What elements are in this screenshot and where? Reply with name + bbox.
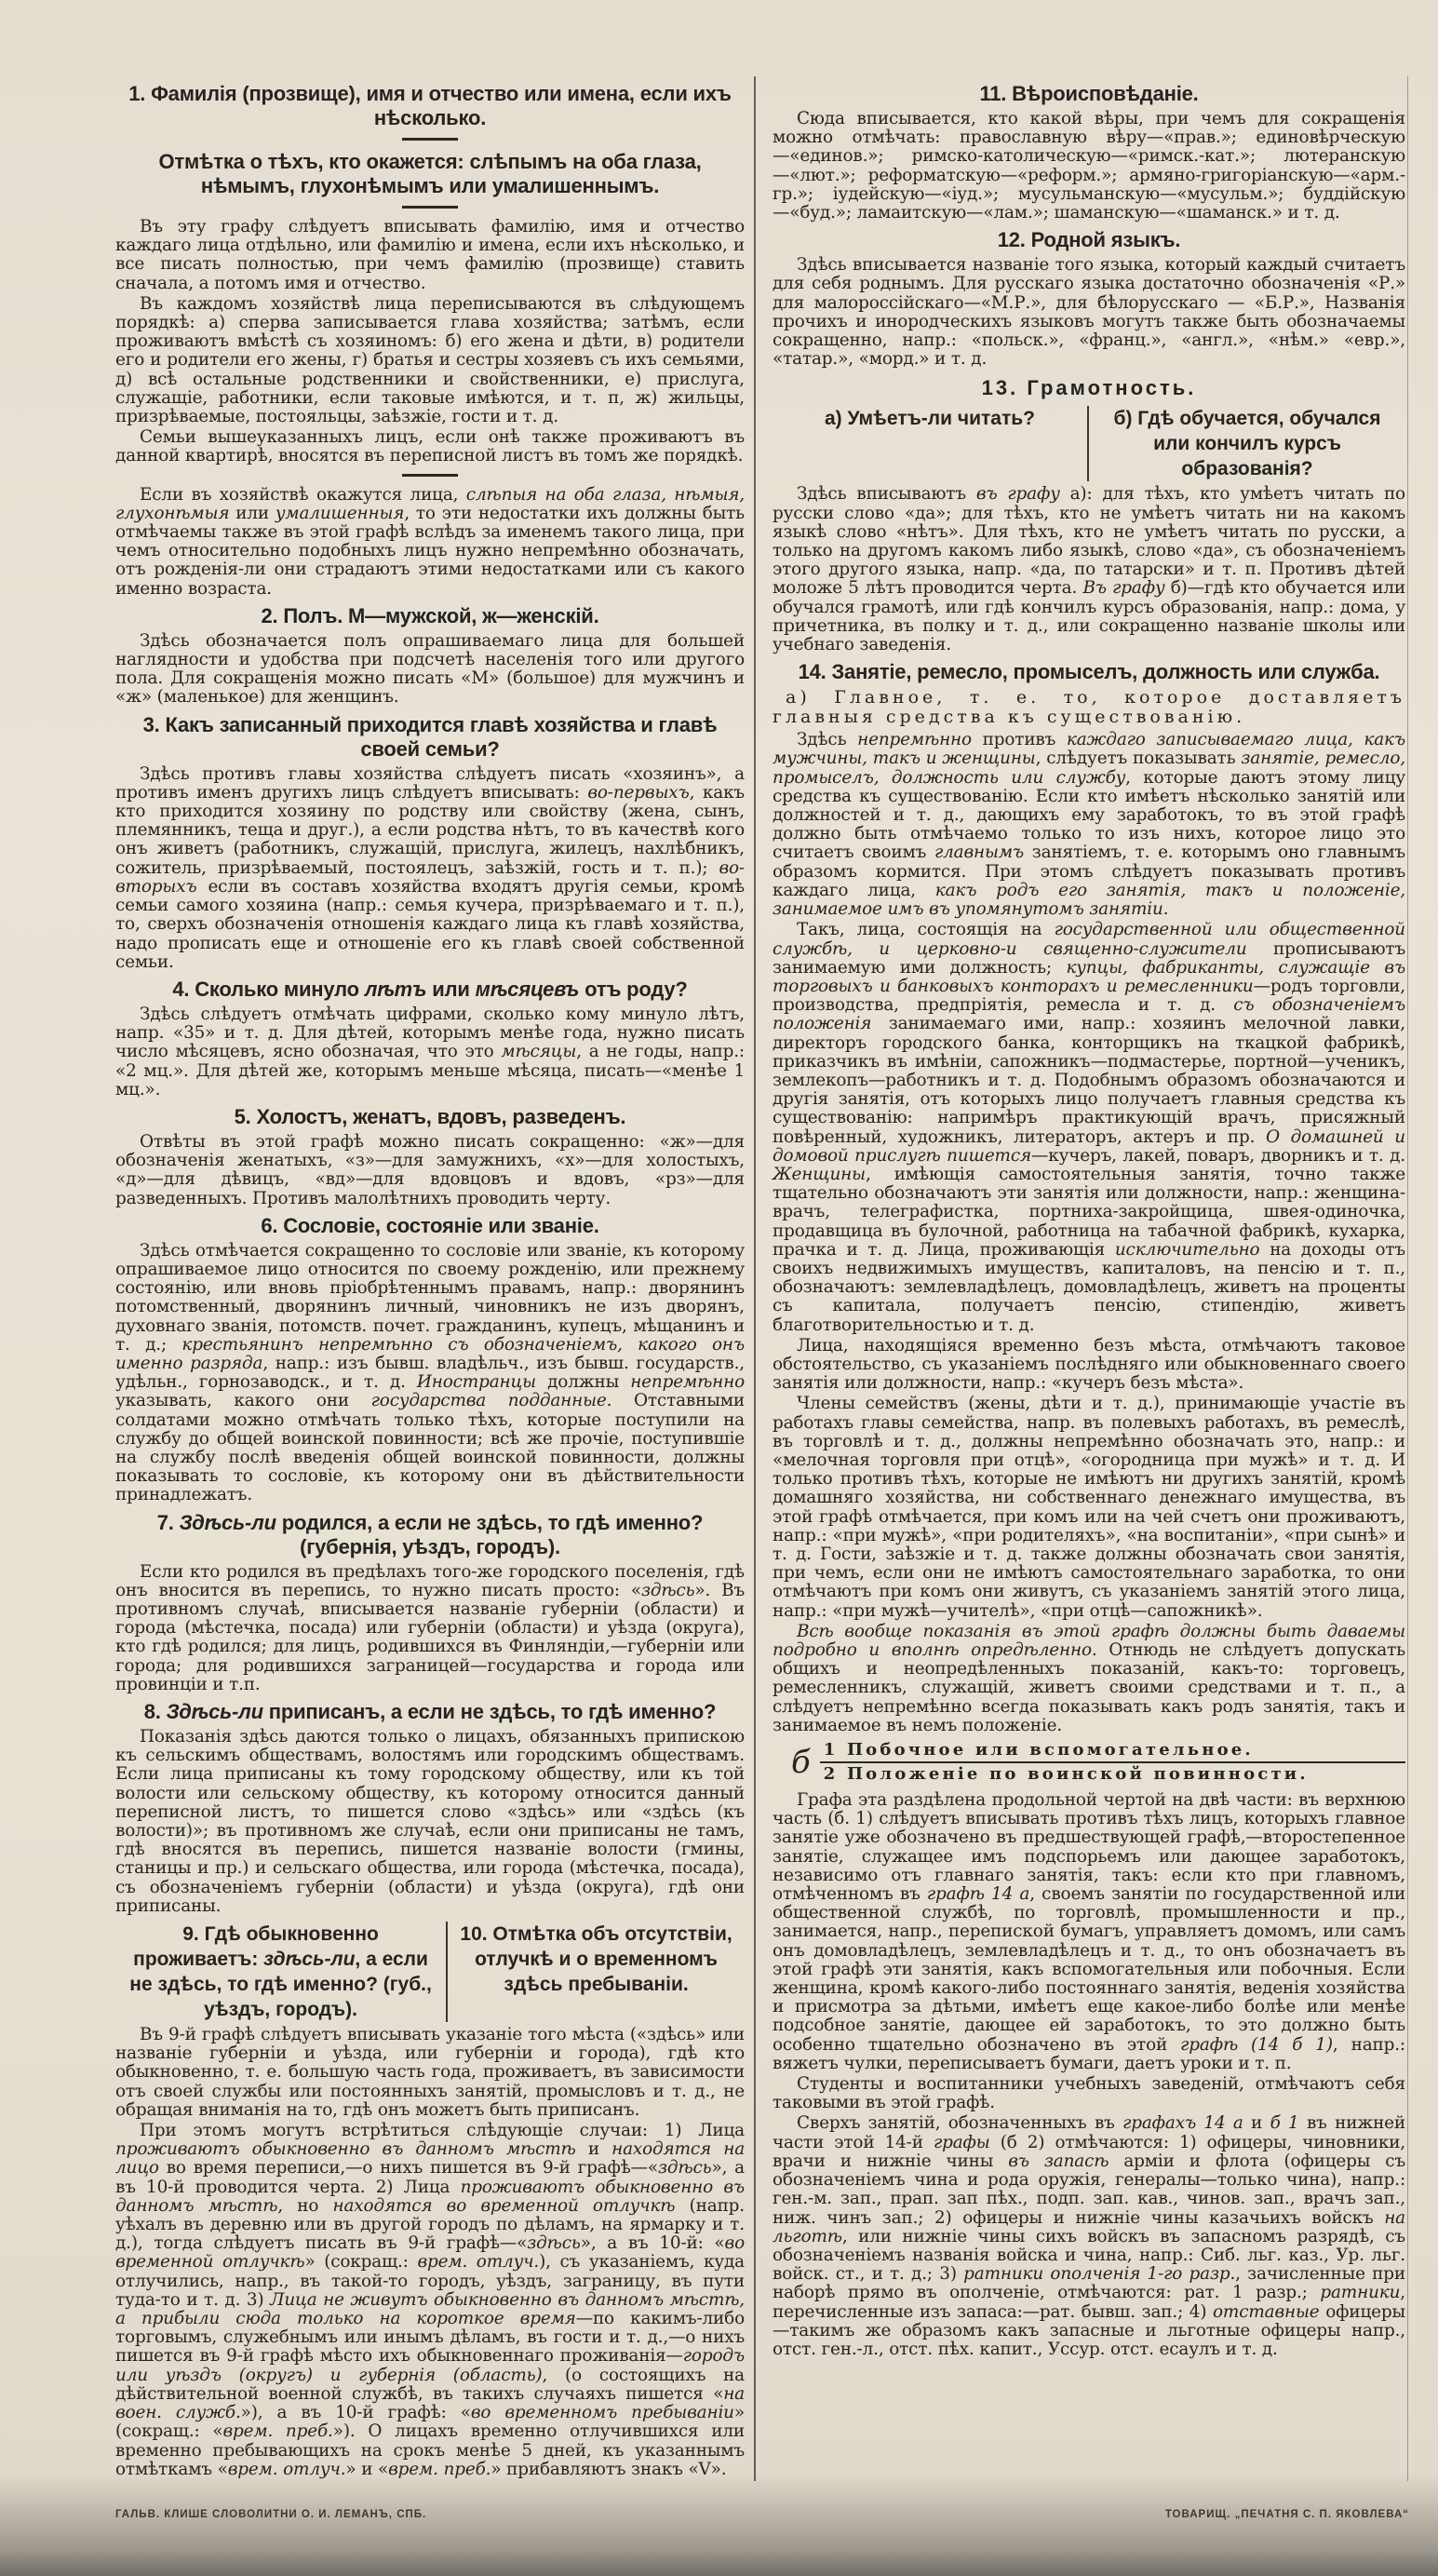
subsection-line-1: 1 Побочное или вспомогательное. — [820, 1739, 1405, 1763]
paragraph — [115, 1728, 745, 1916]
split-heading-left — [773, 406, 1089, 481]
text-run: а) Умѣетъ-ли читать? — [825, 408, 1035, 430]
text-run: родился, а если не здѣсь, то гдѣ именно? (губернія, уѣздъ, городъ). — [276, 1510, 704, 1558]
text-run: 1. Фамилія (прозвище), имя и отчество или имена, если ихъ нѣсколько. — [128, 82, 732, 129]
text-run: Отвѣты въ этой графѣ можно писать сокращенно: «ж»—для обозначенія женатыхъ, «з»—для замужнихъ, «х»—для холостыхъ, «д»—для дѣвицъ, «вд»—для вдовцовъ и вдовъ, «рз»—для разведенныхъ. Противъ малолѣтнихъ проводить черту. — [115, 1131, 745, 1208]
text-run: должны — [536, 1372, 631, 1393]
paragraph — [773, 2114, 1405, 2359]
text-run: , напр.: вяжетъ чулки, переписываетъ бумаги, даетъ уроки и т. п. — [773, 2034, 1405, 2073]
text-run: 8. — [143, 1700, 167, 1723]
italic-text-run: О домашней и домовой прислугѣ пишется — [773, 1126, 1405, 1166]
text-run: », а въ 10-й проводится черта. 2) Лица — [115, 2158, 745, 2197]
text-run: въ нижней части этой 14-й — [773, 2113, 1406, 2152]
section-heading — [773, 82, 1405, 106]
text-run: Показанія здѣсь даются только о лицахъ, обязанныхъ припискою къ сельскимъ обществамъ, волостямъ или городскимъ обществамъ. Если лица приписаны къ тому городскому обществу, или къ той волости или сельскому обществу, къ которому относится данный переписной листъ, то пишется слово «здѣсь» или «здѣсь (къ волости)»; въ противномъ же случаѣ, если они приписаны не тамъ, гдѣ вносятся въ перепись, пишется названіе волости (гмины, станицы и пр.) и сельскаго общества, или города (мѣстечка, посада), съ обозначеніемъ губерніи (области) и уѣзда (округа), гдѣ они приписаны. — [115, 1727, 745, 1916]
section-heading — [773, 228, 1405, 252]
italic-text-run: проживаютъ обыкновенно въ данномъ мѣстѣ — [115, 2177, 745, 2216]
paragraph — [773, 110, 1405, 223]
text-run: 2. Полъ. М—мужской, ж—женскій. — [261, 603, 599, 627]
text-run: , а если не здѣсь, то гдѣ именно? (губ., уѣздъ, городъ). — [129, 1949, 432, 2021]
short-rule — [402, 474, 458, 477]
italic-text-run: исключительно — [1114, 1239, 1260, 1260]
text-run: прописываютъ занимаемую ими должность; — [773, 938, 1406, 978]
italic-text-run: во временной отлучкѣ — [115, 2233, 746, 2273]
italic-text-run: непремѣнно — [857, 730, 972, 750]
italic-text-run: занятіе, ремесло, промыселъ, должность или службу — [773, 749, 1405, 788]
italic-text-run: мѣсяцы — [501, 1042, 577, 1062]
italic-text-run: врем. отлуч. — [227, 2459, 346, 2479]
italic-text-run: Здѣсь-ли — [179, 1510, 276, 1534]
italic-text-run: въ запасѣ — [1008, 2151, 1109, 2171]
text-run: противъ — [971, 730, 1067, 750]
text-run: 14. Занятіе, ремесло, промыселъ, должность или служба. — [798, 660, 1380, 684]
italic-text-run: графы — [933, 2132, 990, 2152]
text-run: —кучеръ, лакей, поваръ, дворникъ и т. д. — [1031, 1145, 1405, 1166]
paragraph — [773, 2075, 1405, 2112]
italic-text-run: слѣпыя на оба глаза, нѣмыя, глухонѣмыя — [115, 484, 745, 523]
text-run: , то эти недостатки ихъ должны быть отмѣчаемы также въ этой графѣ вслѣдъ за именемъ такого лица, при чемъ относительно подобныхъ лицъ нужно непремѣнно обозначать, отъ рожденія-ли они страдаютъ этими недостатками или съ какого именно возраста. — [115, 503, 746, 599]
italic-text-run: умалишенныя — [275, 503, 405, 523]
text-run: , а не годы, напр.: «2 мц.». Для дѣтей же, которымъ меньше мѣсяца, писать—«менѣе 1 мц.». — [115, 1042, 745, 1099]
italic-text-run: главнымъ — [934, 843, 1025, 863]
italic-text-run: проживаютъ обыкновенно въ данномъ мѣстѣ — [115, 2139, 576, 2160]
text-run: (напр. уѣхалъ въ деревню или въ другой городъ по дѣламъ, на ярмарку и т. д.), тогда слѣдуетъ писать въ 9-й графѣ—« — [115, 2195, 745, 2254]
text-run: 3. Какъ записанный приходится главѣ хозяйства и главѣ своей семьи? — [142, 712, 718, 761]
paragraph — [115, 486, 745, 599]
text-run: Здѣсь отмѣчается сокращенно то сословіе или званіе, къ которому опрашиваемое лицо относится по своему рожденію, или прежнему состоянію, или вновь пріобрѣтеннымъ правамъ, напр.: дворянинъ потомственный, дворянинъ личный, чиновникъ не изъ дворянъ, духовнаго званія, потомств. почет. гражданинъ, купецъ, мѣщанинъ и т. д.; — [115, 1240, 745, 1355]
text-run: 6. Сословіе, состояніе или званіе. — [261, 1213, 599, 1237]
text-run: если въ составъ хозяйства входятъ другія семьи, кромѣ семьи самого хозяина (напр.: семья кучера, призрѣваемаго и т. п.), то, сверхъ обозначенія отношенія каждаго лица къ главѣ хозяйства, надо прописать еще и отношеніе его къ главѣ своей собственной семьи. — [115, 876, 745, 972]
page-border-line — [1407, 76, 1408, 2481]
text-run: , перечисленные изъ запаса:—рат. бывш. зап.; 4) — [773, 2283, 1405, 2322]
paragraph — [115, 428, 745, 465]
italic-text-run: крестьянинъ непремѣнно съ обозначеніемъ, какого онъ именно разряда — [115, 1334, 745, 1373]
italic-text-run: лѣтъ — [364, 977, 427, 1001]
paragraph — [115, 1563, 745, 1694]
italic-text-run: ратники — [1320, 2283, 1401, 2303]
text-run: . Отнюдь не слѣдуетъ допускать общихъ и неопредѣленныхъ показаній, какъ-то: торговецъ, ремесленникъ, служащій, живетъ своими средствами и т. п., а слѣдуетъ непремѣнно всегда показывать какъ родъ занятія, такъ и занимаемое въ немъ положеніе. — [773, 1640, 1405, 1735]
text-run: , какъ кто приходится хозяину по родству или свойству (жена, сынъ, племянникъ, теща и друг.), а если родства нѣтъ, то въ качествѣ кого онъ живетъ (работникъ, служащій, прислуга, жилецъ, нахлѣбникъ, сожитель, призрѣваемый, постоялецъ, заѣзжій, гость и т. п.); — [115, 782, 745, 878]
italic-text-run: мѣсяцевъ — [475, 977, 580, 1001]
text-run: и — [575, 2139, 612, 2160]
italic-text-run: Лица не живутъ обыкновенно въ данномъ мѣстѣ, а прибыли сюда только на короткое время — [115, 2289, 746, 2329]
text-run: —родъ торговли, производства, предпріятія, ремесла и т. д. — [773, 976, 1405, 1016]
text-run: Въ 9-й графѣ слѣдуетъ вписывать указаніе того мѣста («здѣсь» или названіе губерніи и уѣзда, или губерніи и города), гдѣ кто обыкновенно, т. е. большую часть года, проживаетъ, въ зависимости отъ своей службы или постоянныхъ занятій, промысловъ и т. д., не обращая вниманія на то, гдѣ онъ можетъ быть приписанъ. — [115, 2025, 745, 2120]
section-heading — [115, 604, 745, 628]
section-heading — [115, 1511, 745, 1559]
text-run: занятіемъ, т. е. которымъ оно главнымъ образомъ кормится. При этомъ слѣдуетъ показывать противъ каждаго лица, — [773, 843, 1405, 900]
split-heading — [115, 1922, 745, 2022]
text-run: Лица, находящіяся временно безъ мѣста, отмѣчаютъ таковое обстоятельство, съ указаніемъ послѣдняго или обыкновеннаго своего занятія или должности, напр.: «кучеръ безъ мѣста». — [773, 1335, 1405, 1394]
text-run: При этомъ могутъ встрѣтиться слѣдующіе случаи: 1) Лица — [140, 2121, 745, 2141]
text-run: Члены семействъ (жены, дѣти и т. д.), принимающіе участіе въ работахъ главы семейства, напр. въ полевыхъ работахъ, въ ремеслѣ, въ торговлѣ и т. д., должны непремѣнно обозначать это, напр.: и «мелочная торговля при отцѣ», «огородница при мужѣ» и т. д. И только противъ тѣхъ, которые не имѣютъ ни другихъ занятій, кромѣ домашняго хозяйства, ни собственнаго денежнаго имущества, въ этой графѣ отмѣчается, при комъ или на чей счетъ они проживаютъ, напр.: «при мужѣ», «при родителяхъ», «на воспитаніи», «при сынѣ» и т. д. Гости, заѣзжіе и т. д. также должны обозначать свои занятія, при чемъ, если они не имѣютъ самостоятельнаго заработка, то они отмѣчаютъ при комъ они живутъ, съ указаніемъ занятій этого лица, напр.: «при мужѣ—учителѣ», «при отцѣ—сапожникѣ». — [773, 1394, 1405, 1621]
text-run: Здѣсь слѣдуетъ отмѣчать цифрами, сколько кому минуло лѣтъ, напр. «35» и т. д. Для дѣтей, которымъ менѣе года, нужно писать число мѣсяцевъ, ясно обозначая, что это — [115, 1004, 745, 1062]
footer-row — [115, 2509, 1409, 2520]
text-run: , имѣющія самостоятельныя занятія, точно также тщательно обозначаютъ эти занятія или должности, напр.: женщина-врачъ, телеграфистка, портниха-закройщица, швея-одиночка, продавщица въ булочной, работница на табачной фабрикѣ, кухарка, прачка и т. д. Лица, проживающія — [773, 1164, 1405, 1260]
text-run: и — [1243, 2113, 1270, 2134]
text-run: 4. Сколько минуло — [172, 977, 365, 1001]
text-run: , или нижніе чины сихъ войскъ въ запасномъ разрядѣ, съ обозначеніемъ названія войска и чина, напр.: Сиб. льг. каз., Ур. льг. войск. ст., и т. д.; 3) — [773, 2226, 1405, 2285]
split-heading-right — [1089, 406, 1405, 481]
text-run: во время переписи,—о нихъ пишется въ 9-й графѣ—« — [158, 2158, 659, 2178]
text-run: » прибавляютъ знакъ «V». — [491, 2459, 727, 2479]
italic-text-run: б 1 — [1270, 2113, 1299, 2134]
text-run: на доходы отъ своихъ недвижимыхъ имуществъ, капиталовъ, на пенсію и т. п., обозначаютъ: землевладѣлецъ, домовладѣлецъ, живетъ на проценты съ капитала, получаетъ пенсію, стипендію, живетъ благотворительностью и т. д. — [773, 1239, 1405, 1335]
italic-text-run: Здѣсь-ли — [166, 1700, 263, 1723]
text-run: Такъ, лица, состоящія на — [797, 920, 1055, 940]
short-rule — [402, 138, 458, 141]
text-run: » (сокращ.: — [304, 2252, 418, 2273]
section-heading — [115, 1214, 745, 1238]
printer-imprint-right: ТОВАРИЩ. „ПЕЧАТНЯ С. П. ЯКОВЛЕВА“ — [1164, 2508, 1409, 2520]
section-heading — [773, 660, 1405, 684]
subsection-letter: б — [791, 1744, 811, 1782]
text-run: а) Главное, т. е. то, которое доставляетъ главныя средства къ существованію. — [773, 687, 1405, 728]
text-run: , слѣдуетъ показывать — [1035, 749, 1242, 769]
paragraph — [115, 1242, 745, 1505]
text-run: или — [426, 977, 476, 1001]
italic-text-run: въ графу — [975, 484, 1060, 505]
text-run: Здѣсь вписываютъ — [797, 484, 976, 505]
paragraph — [115, 218, 745, 293]
text-run: , своемъ занятіи по государственной или общественной службѣ, по торговлѣ, промышленности и пр., занимается, напр., перепиской бумагъ, управляетъ домомъ, или самъ онъ домовладѣлецъ, землевладѣлецъ и т. д., то онъ обозначаетъ въ этой графѣ эти занятія, какъ вспомогательныя или побочныя. Если женщина, кромѣ какого-либо постояннаго занятія, веденія хозяйства и присмотра за дѣтьми, имѣетъ еще какое-либо болѣе или менѣе подсобное занятіе, дающее ей заработокъ, то это должно быть особенно тщательно обозначено въ этой — [773, 1884, 1405, 2055]
text-run: Если кто родился въ предѣлахъ того-же городского поселенія, гдѣ онъ вносится въ перепись, то нужно писать просто: « — [115, 1561, 745, 1600]
left-column — [115, 76, 745, 2481]
text-run: Здѣсь вписывается названіе того языка, который каждый считаетъ для себя роднымъ. Для русскаго языка достаточно обозначенія «Р.» для малороссійскаго—«М.Р.», для бѣлорусскаго — «Б.Р.», Названія прочихъ и инородческихъ языковъ могутъ также быть обозначаемы сокращенно, напр.: «польск.», «франц.», «англ.», «нѣм.» «евр.», «татар.», «морд.» и т. д. — [773, 255, 1405, 370]
text-run: 10. Отмѣтка объ отсутствіи, отлучкѣ и о временномъ здѣсь пребываніи. — [460, 1923, 732, 1996]
split-heading — [773, 406, 1405, 481]
italic-text-run: государства подданные — [370, 1391, 607, 1411]
text-run: б) Гдѣ обучается, обучался или кончилъ курсъ образованія? — [1113, 408, 1381, 480]
text-run: , зачисленные при наборѣ прямо въ ополченіе, отмѣчаются: рат. 1 разр.; — [773, 2264, 1405, 2303]
text-run: ». Въ противномъ случаѣ, вписывается названіе губерніи (области) и города (мѣстечка, посада) или губерніи (области) и уѣзда (округа), кто гдѣ родился; для лицъ, родившихся въ Финляндіи,—губерніи или города; для родившихся заграницей—государства и города или провинціи и т.п. — [115, 1580, 745, 1694]
text-run: Въ эту графу слѣдуетъ вписывать фамилію, имя и отчество каждаго лица отдѣльно, или фамилію и имена, если ихъ нѣсколько, и все писать полностью, при чемъ фамилію (прозвище) ставить сначала, а потомъ имя и отчество. — [115, 217, 745, 293]
italic-text-run: здѣсь — [658, 2158, 712, 2178]
paragraph — [115, 2122, 745, 2479]
printer-imprint-left: ГАЛЬВ. КЛИШЕ СЛОВОЛИТНИ О. И. ЛЕМАНЪ, СПБ. — [115, 2508, 427, 2520]
text-run: офицеры—такимъ же образомъ какъ запасные и льготные офицеры напр., отст. ген.-л., отст. пѣх. капит., Уссур. отст. есаулъ и т. д. — [773, 2301, 1405, 2359]
text-run: 12. Родной языкъ. — [997, 228, 1181, 252]
text-run: 13. Грамотность. — [981, 376, 1197, 400]
italic-text-run: каждаго записываемаго лица, какъ мужчины, такъ и женщины — [773, 730, 1405, 769]
italic-text-run: ратники ополченія 1-го разр. — [963, 2264, 1236, 2285]
paragraph — [115, 765, 745, 972]
paragraph — [773, 1791, 1405, 2073]
subsection-heading — [773, 688, 1405, 727]
italic-text-run: государственной или общественной службѣ, и церковно-и священно-служители — [773, 920, 1406, 959]
italic-text-run: находятся на лицо — [115, 2139, 746, 2178]
text-run: Студенты и воспитанники учебныхъ заведеній, отмѣчаютъ себя таковыми въ этой графѣ. — [773, 2074, 1405, 2113]
italic-text-run: городъ или уѣздъ (округъ) и губернія (область) — [115, 2346, 745, 2385]
text-run: 11. Вѣроисповѣданіе. — [979, 82, 1199, 105]
text-run: или — [229, 503, 276, 523]
text-run: арміи и флота (офицеры съ обозначеніемъ чина и рода оружія, генералы—только чина), напр.: ген.-м. зап., прап. зап пѣх., подп. зап. кав., чинов. зап., врачъ зап., ниж. чинъ зап.; 2) офицеры и нижніе чины казачьихъ войскъ — [773, 2151, 1405, 2228]
section-heading — [115, 713, 745, 762]
italic-text-run: на льготѣ — [773, 2207, 1405, 2246]
text-run: б)—гдѣ кто обучается или обучался грамотѣ, или гдѣ кончилъ курсъ образованія, напр.: дома, у причетника, въ полку и т. д., или сокращенно названіе школы или учебнаго заведенія. — [773, 578, 1405, 655]
text-run: отъ роду? — [579, 977, 688, 1001]
paragraph — [773, 1337, 1405, 1394]
italic-text-run: Въ графу — [1082, 578, 1165, 599]
text-run: 7. — [156, 1510, 180, 1534]
paragraph — [773, 1395, 1405, 1620]
text-run: , напр.: изъ бывш. владѣльч., изъ бывш. государств., удѣльн., горнозаводск., и т. д. — [115, 1353, 746, 1393]
section-heading — [115, 82, 745, 130]
text-run: ), съ указаніемъ, куда отлучились, напр., въ такой-то городъ, уѣздъ, заграницу, въ пути туда-то и т. д. 3) — [115, 2252, 745, 2310]
text-run: 9. Гдѣ обыкновенно проживаетъ: — [133, 1923, 379, 1971]
subsection-lines — [820, 1739, 1405, 1786]
section-heading — [773, 376, 1405, 400]
text-run: занимаемаго ими, напр.: хозяинъ мелочной лавки, директоръ городского банка, конторщикъ на ткацкой фабрикѣ, приказчикъ въ имѣніи, сапожникъ—подмастерье, портной—ученикъ, землекопъ—работникъ и т. д. Подобнымъ образомъ обозначаются и другія занятія, отъ которыхъ лицо получаетъ главныя средства къ существованію: напримѣръ практикующій врачъ, присяжный повѣренный, художникъ, литераторъ, актеръ и пр. — [773, 1014, 1405, 1147]
paragraph — [115, 295, 745, 426]
italic-text-run: во-первыхъ — [587, 782, 690, 802]
section-heading — [115, 150, 745, 198]
italic-text-run: непремѣнно — [630, 1372, 745, 1393]
italic-text-run: купцы, фабриканты, служащіе въ торговыхъ и банковыхъ конторахъ и ремесленники — [773, 957, 1405, 996]
subsection-b-heading — [791, 1739, 1405, 1786]
italic-text-run: графѣ 14 а — [926, 1884, 1030, 1905]
italic-text-run: Всѣ вообще показанія въ этой графѣ должны быть даваемы подробно и вполнѣ опредѣленно — [773, 1621, 1405, 1661]
paragraph — [773, 256, 1405, 369]
section-heading — [115, 1105, 745, 1129]
italic-text-run: графѣ (14 б 1) — [1180, 2034, 1333, 2055]
subsection-line-2: 2 Положеніе по воинской повинности. — [823, 1764, 1309, 1785]
text-run: Здѣсь — [797, 730, 858, 750]
column-divider — [754, 76, 756, 2481]
text-run: Здѣсь противъ главы хозяйства слѣдуетъ писать «хозяинъ», а противъ именъ другихъ лицъ слѣдуетъ вписывать: — [115, 763, 745, 802]
italic-text-run: отставные — [1213, 2301, 1320, 2322]
text-run: а): для тѣхъ, кто умѣетъ читать по русски слово «да»; для тѣхъ, кто не умѣетъ читать ни на какомъ языкѣ слово «нѣтъ». Для тѣхъ, кто не умѣетъ читать по русски, а только на другомъ какомъ либо языкѣ, слово «да», съ обозначеніемъ этого другого языка, напр. «да, по татарски» и т. п. Противъ дѣтей моложе 5 лѣтъ проводится черта. — [773, 484, 1405, 599]
text-run: —по какимъ-либо торговымъ, служебнымъ или инымъ дѣламъ, въ гости и т. д.,—о нихъ пишется въ 9-й графѣ мѣсто ихъ обыкновеннаго проживанія— — [115, 2309, 745, 2367]
text-run: Семьи вышеуказанныхъ лицъ, если онѣ также проживаютъ въ данной квартирѣ, вносятся въ переписной листъ въ томъ же порядкѣ. — [115, 427, 745, 466]
italic-text-run: врем. отлуч. — [417, 2252, 540, 2273]
paragraph — [773, 921, 1405, 1334]
paragraph — [115, 1133, 745, 1208]
right-column — [773, 76, 1405, 2481]
split-heading-left — [115, 1922, 448, 2022]
italic-text-run: графахъ 14 а — [1122, 2113, 1243, 2134]
text-run: , (о состоящихъ на дѣйствительной военной службѣ, въ такихъ случаяхъ пишется « — [115, 2365, 745, 2404]
text-run: Если въ хозяйствѣ окажутся лица, — [140, 484, 466, 505]
italic-text-run: какъ родъ его занятія, такъ и положеніе, занимаемое имъ въ упомянутомъ занятіи — [773, 880, 1405, 920]
italic-text-run: Иностранцы — [416, 1372, 536, 1393]
text-run: Сверхъ занятій, обозначенныхъ въ — [797, 2113, 1123, 2134]
text-run: , которые даютъ этому лицу средства къ существованію. Если кто имѣетъ нѣсколько занятій или должностей и т. д., дающихъ ему заработокъ, то въ этой графѣ должно быть отмѣчаемо только то изъ нихъ, которое лицо это считаетъ своимъ — [773, 767, 1405, 863]
text-run: указывать, какого они — [115, 1391, 371, 1411]
italic-text-run: здѣсь — [527, 2233, 581, 2254]
text-run: Графа эта раздѣлена продольной чертой на двѣ части: въ верхнюю часть (б. 1) слѣдуетъ вписывать противъ тѣхъ лицъ, которыхъ главное занятіе уже обозначено въ предшествующей графѣ,—второстепенное занятіе, служащее имъ подспорьемъ или дающее заработокъ, независимо отъ главнаго занятія, такъ: если кто при главномъ, отмѣченномъ въ — [773, 1790, 1405, 1905]
short-rule — [402, 206, 458, 209]
text-run: 5. Холостъ, женатъ, вдовъ, разведенъ. — [234, 1104, 626, 1128]
italic-text-run: здѣсь-ли — [263, 1949, 356, 1971]
italic-text-run: на воен. служб. — [115, 2383, 745, 2423]
text-run: . — [1162, 899, 1169, 920]
split-heading-right — [448, 1922, 745, 2022]
paragraph — [773, 731, 1405, 919]
section-heading — [115, 978, 745, 1002]
italic-text-run: во временномъ пребываніи — [470, 2403, 734, 2423]
text-run: Здѣсь обозначается полъ опрашиваемаго лица для большей наглядности и удобства при подсчетѣ населенія того или другого пола. Для сокращенія можно писать «М» (большое) для мужчинъ и «ж» (маленькое) для женщинъ. — [115, 630, 745, 708]
text-run: . Отставными солдатами можно отмѣчать только тѣхъ, которые поступили на службу до общей воинской повинности; всѣ же прочіе, поступившіе на службу послѣ введенія общей воинской повинности, должны показывать то сословіе, къ которому они въ дѣйствительности принадлежатъ. — [115, 1391, 745, 1505]
paragraph — [773, 1623, 1405, 1735]
paragraph — [115, 1005, 745, 1099]
paragraph — [773, 485, 1405, 654]
paragraph — [115, 2026, 745, 2120]
paragraph — [115, 632, 745, 708]
italic-text-run: врем. преб. — [388, 2459, 491, 2479]
two-column-body — [115, 76, 1438, 2481]
italic-text-run: находятся во временной отлучкѣ — [332, 2195, 676, 2216]
italic-text-run: во-вторыхъ — [115, 857, 745, 897]
italic-text-run: съ обозначеніемъ положенія — [773, 995, 1405, 1034]
text-run: , но — [277, 2195, 333, 2216]
text-run: », а въ 10-й: « — [580, 2233, 725, 2254]
text-run: » и « — [345, 2459, 389, 2479]
text-run: »), а въ 10-й графѣ: « — [240, 2403, 471, 2423]
italic-text-run: здѣсь — [640, 1580, 695, 1600]
text-run: » (сокращ.: « — [115, 2403, 745, 2442]
section-heading — [115, 1700, 745, 1724]
text-run: (б 2) отмѣчаются: 1) офицеры, чиновники, врачи и нижніе чины — [773, 2132, 1405, 2171]
text-run: »). О лицахъ временно отлучившихся или временно пребывающихъ на срокъ менѣе 5 дней, къ указаннымъ отмѣткамъ « — [115, 2421, 745, 2479]
text-run: приписанъ, а если не здѣсь, то гдѣ именно? — [262, 1700, 717, 1723]
italic-text-run: врем. преб. — [222, 2421, 333, 2442]
text-run: Въ каждомъ хозяйствѣ лица переписываются въ слѣдующемъ порядкѣ: а) сперва записывается глава хозяйства; затѣмъ, если проживаютъ вмѣстѣ съ хозяиномъ: б) его жена и дѣти, в) родители его и родители его жены, г) братья и сестры хозяевъ съ ихъ семьями, д) всѣ остальные родственники и свойственники, е) прислуга, служащіе, работники, если таковые имѣются, и т. п, ж) жильцы, призрѣваемые, постояльцы, заѣзжіе, гости и т. д. — [115, 293, 745, 427]
text-run: Отмѣтка о тѣхъ, кто окажется: слѣпымъ на оба глаза, нѣмымъ, глухонѣмымъ или умалишеннымъ. — [158, 150, 702, 197]
text-run: Сюда вписывается, кто какой вѣры, при чемъ для сокращенія можно отмѣчать: православную вѣру—«прав.»; единовѣрческую—«единов.»; римско-католическую—«римск.-кат.»; лютеранскую—«лют.»; реформатскую—«реформ.»; армяно-григоріанскую—«арм.-гр.»; іудейскую—«іуд.»; мусульманскую—«мусульм.»; буддійскую—«буд.»; ламаитскую—«лам.»; шаманскую—«шаманск.» и т. д. — [773, 109, 1405, 223]
italic-text-run: Женщины — [773, 1164, 866, 1184]
